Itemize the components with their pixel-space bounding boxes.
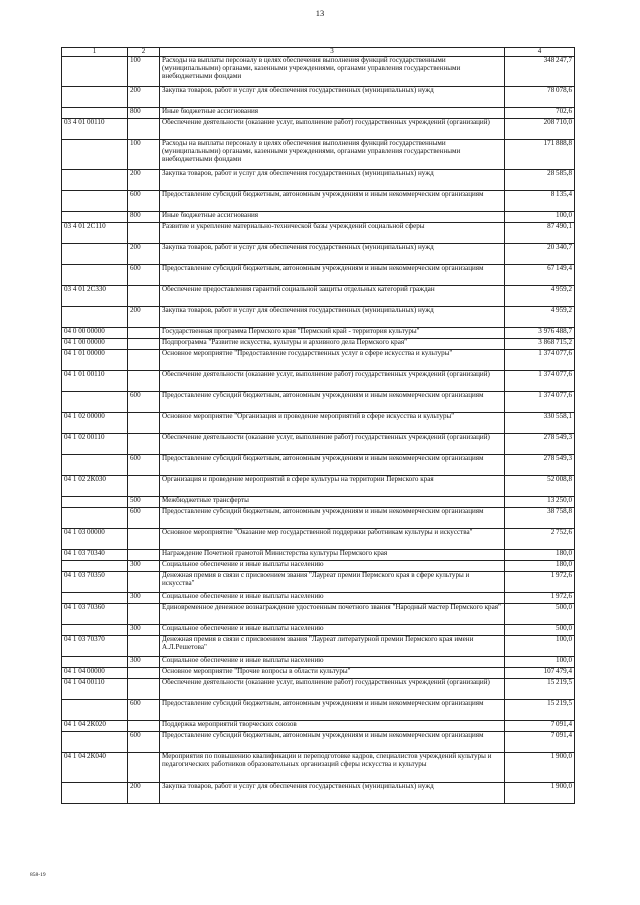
table-row — [62, 170, 575, 191]
expense-type-code: 600 — [128, 455, 160, 476]
expense-name: Предоставление субсидий бюджетным, автономным учреждениям и иным некоммерческим организациям — [160, 455, 505, 476]
target-article-code — [62, 57, 128, 87]
expense-name: Социальное обеспечение и иные выплаты населению — [160, 657, 505, 668]
expense-type-code — [128, 371, 160, 392]
column-number-1: 1 — [62, 48, 128, 57]
expense-name: Закупка товаров, работ и услуг для обеспечения государственных (муниципальных) нужд — [160, 307, 505, 328]
expense-name: Организация и проведение мероприятий в сфере культуры на территории Пермского края — [160, 476, 505, 497]
amount: 1 972,6 — [505, 593, 575, 604]
table-row — [62, 339, 575, 350]
expense-type-code: 800 — [128, 108, 160, 119]
table-row — [62, 476, 575, 497]
table-row — [62, 119, 575, 140]
target-article-code — [62, 170, 128, 191]
amount: 3 868 715,2 — [505, 339, 575, 350]
amount: 87 490,1 — [505, 223, 575, 244]
expense-type-code — [128, 286, 160, 307]
table-row — [62, 371, 575, 392]
expense-type-code — [128, 572, 160, 593]
expense-type-code — [128, 550, 160, 561]
expense-name: Иные бюджетные ассигнования — [160, 212, 505, 223]
page-number: 13 — [315, 8, 325, 18]
expense-type-code — [128, 434, 160, 455]
expense-name: Предоставление субсидий бюджетным, автономным учреждениям и иным некоммерческим организациям — [160, 191, 505, 212]
expense-type-code: 600 — [128, 700, 160, 721]
table-row — [62, 550, 575, 561]
amount: 180,0 — [505, 561, 575, 572]
expense-type-code: 800 — [128, 212, 160, 223]
table-row — [62, 508, 575, 529]
target-article-code — [62, 212, 128, 223]
target-article-code: 04 1 03 00000 — [62, 529, 128, 550]
amount: 13 250,0 — [505, 497, 575, 508]
table-row — [62, 350, 575, 371]
table-row — [62, 455, 575, 476]
amount: 100,0 — [505, 636, 575, 657]
target-article-code: 04 0 00 00000 — [62, 328, 128, 339]
expense-name: Подпрограмма "Развитие искусства, культуры и архивного дела Пермского края" — [160, 339, 505, 350]
expense-type-code: 200 — [128, 87, 160, 108]
expense-type-code: 300 — [128, 625, 160, 636]
target-article-code — [62, 87, 128, 108]
amount: 1 972,6 — [505, 572, 575, 593]
table-row — [62, 265, 575, 286]
amount: 15 219,5 — [505, 700, 575, 721]
table-row — [62, 413, 575, 434]
expense-name: Иные бюджетные ассигнования — [160, 108, 505, 119]
expense-name: Межбюджетные трансферты — [160, 497, 505, 508]
target-article-code — [62, 191, 128, 212]
expense-name: Предоставление субсидий бюджетным, автономным учреждениям и иным некоммерческим организациям — [160, 732, 505, 753]
expense-type-code: 300 — [128, 657, 160, 668]
table-row — [62, 604, 575, 625]
expense-name: Закупка товаров, работ и услуг для обеспечения государственных (муниципальных) нужд — [160, 244, 505, 265]
amount: 3 976 488,7 — [505, 328, 575, 339]
amount: 8 135,4 — [505, 191, 575, 212]
table-row — [62, 307, 575, 328]
amount: 4 959,2 — [505, 307, 575, 328]
expense-type-code: 600 — [128, 191, 160, 212]
target-article-code — [62, 307, 128, 328]
expense-name: Основное мероприятие "Предоставление государственных услуг в сфере искусства и культуры" — [160, 350, 505, 371]
amount: 15 219,5 — [505, 679, 575, 700]
expense-type-code: 200 — [128, 307, 160, 328]
column-number-2: 2 — [128, 48, 160, 57]
expense-name: Основное мероприятие "Оказание мер государственной поддержки работникам культуры и искусства" — [160, 529, 505, 550]
amount: 1 900,0 — [505, 783, 575, 804]
table-row — [62, 700, 575, 721]
expense-name: Поддержка мероприятий творческих союзов — [160, 721, 505, 732]
table-row — [62, 87, 575, 108]
target-article-code — [62, 392, 128, 413]
expense-name: Социальное обеспечение и иные выплаты населению — [160, 593, 505, 604]
target-article-code: 04 1 00 00000 — [62, 339, 128, 350]
expense-type-code: 600 — [128, 732, 160, 753]
expense-type-code — [128, 476, 160, 497]
expense-name: Единовременное денежное вознаграждение удостоенным почетного звания "Народный мастер Пермского края" — [160, 604, 505, 625]
expense-name: Обеспечение предоставления гарантий социальной защиты отдельных категорий граждан — [160, 286, 505, 307]
target-article-code: 04 1 01 00110 — [62, 371, 128, 392]
expense-type-code — [128, 721, 160, 732]
expense-name: Предоставление субсидий бюджетным, автономным учреждениям и иным некоммерческим организациям — [160, 508, 505, 529]
target-article-code — [62, 700, 128, 721]
table-row — [62, 679, 575, 700]
table-row — [62, 529, 575, 550]
expense-type-code — [128, 529, 160, 550]
amount: 2 752,6 — [505, 529, 575, 550]
amount: 67 149,4 — [505, 265, 575, 286]
expense-name: Расходы на выплаты персоналу в целях обеспечения выполнения функций государственными (муниципальными) органами, казенными учреждениями, органами управления государственными внебюджетными фондами — [160, 140, 505, 170]
amount: 100,0 — [505, 212, 575, 223]
expense-type-code: 300 — [128, 593, 160, 604]
target-article-code — [62, 783, 128, 804]
expense-type-code — [128, 413, 160, 434]
amount: 330 558,1 — [505, 413, 575, 434]
expense-type-code — [128, 339, 160, 350]
target-article-code: 04 1 04 00000 — [62, 668, 128, 679]
amount: 4 959,2 — [505, 286, 575, 307]
expense-name: Денежная премия в связи с присвоением звания "Лауреат литературной премии Пермского края имени А.Л.Решетова" — [160, 636, 505, 657]
amount: 180,0 — [505, 550, 575, 561]
expense-type-code — [128, 604, 160, 625]
table-row — [62, 753, 575, 783]
expense-type-code — [128, 679, 160, 700]
table-row — [62, 140, 575, 170]
expense-name: Закупка товаров, работ и услуг для обеспечения государственных (муниципальных) нужд — [160, 783, 505, 804]
expense-name: Предоставление субсидий бюджетным, автономным учреждениям и иным некоммерческим организациям — [160, 265, 505, 286]
target-article-code: 04 1 03 70340 — [62, 550, 128, 561]
column-number-row — [62, 48, 575, 57]
expense-name: Обеспечение деятельности (оказание услуг, выполнение работ) государственных учреждений (организаций) — [160, 371, 505, 392]
expense-type-code — [128, 636, 160, 657]
target-article-code — [62, 265, 128, 286]
amount: 78 078,6 — [505, 87, 575, 108]
expense-type-code: 600 — [128, 265, 160, 286]
expense-name: Обеспечение деятельности (оказание услуг, выполнение работ) государственных учреждений (организаций) — [160, 119, 505, 140]
expense-name: Предоставление субсидий бюджетным, автономным учреждениям и иным некоммерческим организациям — [160, 392, 505, 413]
expense-name: Социальное обеспечение и иные выплаты населению — [160, 625, 505, 636]
target-article-code — [62, 561, 128, 572]
expense-type-code: 500 — [128, 497, 160, 508]
target-article-code — [62, 732, 128, 753]
table-row — [62, 732, 575, 753]
expense-name: Развитие и укрепление материально-технической базы учреждений социальной сферы — [160, 223, 505, 244]
table-row — [62, 657, 575, 668]
amount: 278 549,3 — [505, 434, 575, 455]
expense-name: Обеспечение деятельности (оказание услуг, выполнение работ) государственных учреждений (организаций) — [160, 434, 505, 455]
expense-type-code: 200 — [128, 170, 160, 191]
expense-name: Предоставление субсидий бюджетным, автономным учреждениям и иным некоммерческим организациям — [160, 700, 505, 721]
target-article-code: 04 1 01 00000 — [62, 350, 128, 371]
amount: 107 479,4 — [505, 668, 575, 679]
target-article-code — [62, 140, 128, 170]
table-row — [62, 636, 575, 657]
table-row — [62, 57, 575, 87]
target-article-code — [62, 455, 128, 476]
target-article-code: 04 1 03 70370 — [62, 636, 128, 657]
amount: 52 008,8 — [505, 476, 575, 497]
table-row — [62, 328, 575, 339]
target-article-code — [62, 593, 128, 604]
table-row — [62, 108, 575, 119]
amount: 500,0 — [505, 625, 575, 636]
expense-type-code: 200 — [128, 244, 160, 265]
expense-type-code: 300 — [128, 561, 160, 572]
target-article-code — [62, 244, 128, 265]
expense-type-code: 600 — [128, 392, 160, 413]
expense-type-code — [128, 753, 160, 783]
amount: 7 091,4 — [505, 732, 575, 753]
amount: 1 374 077,6 — [505, 350, 575, 371]
table-row — [62, 572, 575, 593]
target-article-code: 04 1 04 2К040 — [62, 753, 128, 783]
column-number-4: 4 — [505, 48, 575, 57]
document-code: 858-19 — [30, 872, 46, 878]
amount: 500,0 — [505, 604, 575, 625]
target-article-code: 04 1 03 70350 — [62, 572, 128, 593]
amount: 7 091,4 — [505, 721, 575, 732]
target-article-code: 04 1 02 2К030 — [62, 476, 128, 497]
expense-name: Закупка товаров, работ и услуг для обеспечения государственных (муниципальных) нужд — [160, 87, 505, 108]
expense-type-code: 200 — [128, 783, 160, 804]
table-row — [62, 212, 575, 223]
table-row — [62, 721, 575, 732]
target-article-code: 03 4 01 00110 — [62, 119, 128, 140]
expense-type-code — [128, 328, 160, 339]
table-row — [62, 191, 575, 212]
expense-type-code — [128, 119, 160, 140]
target-article-code: 04 1 04 2К020 — [62, 721, 128, 732]
amount: 208 710,0 — [505, 119, 575, 140]
expense-type-code: 100 — [128, 140, 160, 170]
target-article-code: 03 4 01 2С330 — [62, 286, 128, 307]
amount: 171 888,8 — [505, 140, 575, 170]
table-row — [62, 561, 575, 572]
target-article-code — [62, 497, 128, 508]
amount: 38 758,8 — [505, 508, 575, 529]
column-number-3: 3 — [160, 48, 505, 57]
target-article-code: 03 4 01 2С110 — [62, 223, 128, 244]
expense-name: Расходы на выплаты персоналу в целях обеспечения выполнения функций государственными (муниципальными) органами, казенными учреждениями, органами управления государственными внебюджетными фондами — [160, 57, 505, 87]
amount: 28 585,8 — [505, 170, 575, 191]
budget-table — [61, 47, 575, 804]
expense-name: Социальное обеспечение и иные выплаты населению — [160, 561, 505, 572]
table-row — [62, 286, 575, 307]
target-article-code — [62, 657, 128, 668]
table-row — [62, 783, 575, 804]
table-row — [62, 392, 575, 413]
target-article-code — [62, 508, 128, 529]
table-row — [62, 223, 575, 244]
amount: 702,6 — [505, 108, 575, 119]
amount: 1 374 077,6 — [505, 371, 575, 392]
amount: 1 374 077,6 — [505, 392, 575, 413]
expense-name: Основное мероприятие "Организация и проведение мероприятий в сфере искусства и культуры" — [160, 413, 505, 434]
amount: 100,0 — [505, 657, 575, 668]
target-article-code: 04 1 04 00110 — [62, 679, 128, 700]
table-row — [62, 497, 575, 508]
table-row — [62, 625, 575, 636]
expense-type-code: 600 — [128, 508, 160, 529]
table-row — [62, 593, 575, 604]
expense-name: Основное мероприятие "Прочие вопросы в области культуры" — [160, 668, 505, 679]
target-article-code — [62, 108, 128, 119]
expense-type-code: 100 — [128, 57, 160, 87]
expense-name: Обеспечение деятельности (оказание услуг, выполнение работ) государственных учреждений (организаций) — [160, 679, 505, 700]
expense-name: Денежная премия в связи с присвоением звания "Лауреат премии Пермского края в сфере культуры и искусства" — [160, 572, 505, 593]
table-row — [62, 668, 575, 679]
table-row — [62, 434, 575, 455]
amount: 1 900,0 — [505, 753, 575, 783]
expense-type-code — [128, 223, 160, 244]
expense-name: Закупка товаров, работ и услуг для обеспечения государственных (муниципальных) нужд — [160, 170, 505, 191]
amount: 278 549,3 — [505, 455, 575, 476]
expense-type-code — [128, 668, 160, 679]
amount: 20 340,7 — [505, 244, 575, 265]
table-row — [62, 244, 575, 265]
table-body — [62, 57, 575, 804]
expense-name: Мероприятия по повышению квалификации и переподготовке кадров, специалистов учреждений культуры и педагогических работников образовательных организаций сферы искусства и культуры — [160, 753, 505, 783]
amount: 348 247,7 — [505, 57, 575, 87]
expense-type-code — [128, 350, 160, 371]
target-article-code: 04 1 02 00000 — [62, 413, 128, 434]
expense-name: Награждение Почетной грамотой Министерства культуры Пермского края — [160, 550, 505, 561]
target-article-code — [62, 625, 128, 636]
target-article-code: 04 1 02 00110 — [62, 434, 128, 455]
expense-name: Государственная программа Пермского края "Пермский край - территория культуры" — [160, 328, 505, 339]
target-article-code: 04 1 03 70360 — [62, 604, 128, 625]
